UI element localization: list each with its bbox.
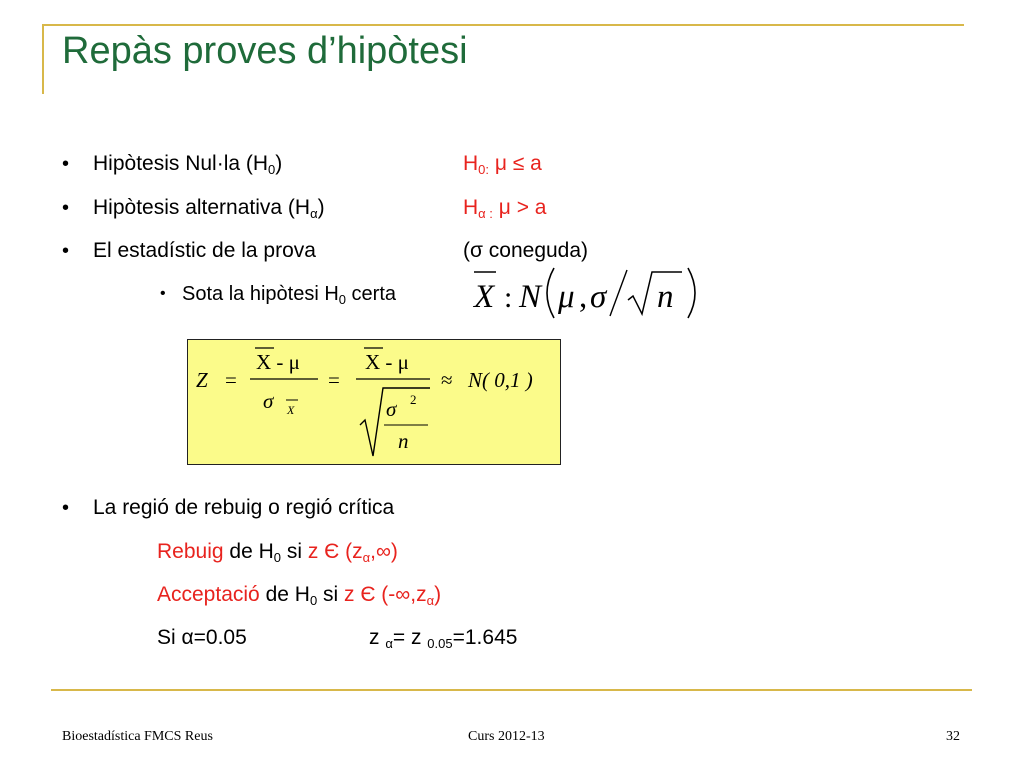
footer-divider (51, 689, 972, 691)
footer-year: Curs 2012-13 (468, 729, 545, 744)
equals-1: = (225, 368, 237, 392)
footer-course: Bioestadística FMCS Reus (62, 729, 213, 744)
n-denominator: n (398, 429, 409, 453)
alternative-hypothesis-formula: $H_{\alpha :}$ μ > a (463, 196, 547, 221)
numerator-1: X - μ (256, 350, 300, 374)
z-statistic-formula-box (187, 339, 561, 465)
alternative-hypothesis-label: Hipòtesis alternativa $(H_\alpha)$ (93, 196, 325, 221)
alpha-value: Si α=0.05 (157, 626, 247, 649)
xbar-subscript: X (287, 403, 295, 417)
under-h0-label: Sota la hipòtesi $H_0$ certa (182, 283, 397, 307)
mu-symbol: μ (558, 279, 575, 315)
left-frame-line (42, 24, 44, 94)
squared-superscript: 2 (410, 392, 417, 407)
sigma-denominator-2: σ (386, 397, 397, 421)
approx-symbol: ≈ (441, 368, 453, 392)
bullet-marker: • (62, 240, 70, 262)
sigma-symbol: σ (590, 279, 607, 315)
sub-bullet-marker: • (160, 285, 166, 302)
test-statistic-label: El estadístic de la prova (93, 239, 316, 262)
sigma-known-note: (σ coneguda) (463, 239, 589, 262)
critical-z-value: z $_\alpha$= z $_{0.05}$=1.645 (369, 626, 518, 651)
sigma-denominator-1: σ (263, 389, 274, 413)
standard-normal-result: N( 0,1 ) (468, 368, 533, 392)
equals-2: = (328, 368, 340, 392)
bullet-marker: • (62, 153, 70, 175)
xbar-symbol: X (474, 279, 495, 315)
comma-symbol: , (579, 279, 588, 315)
normal-symbol: N (519, 279, 542, 315)
n-symbol: n (657, 279, 674, 315)
top-frame-line (42, 24, 964, 26)
z-statistic-formula (188, 340, 560, 464)
rejection-rule: Rebuig de $H_0$ si z Є $(z_\alpha,\infty)$ (157, 540, 398, 565)
sampling-distribution-formula (462, 262, 712, 324)
null-hypothesis-formula: $H_{0:}$ μ ≤ a (463, 152, 542, 177)
numerator-2: X - μ (365, 350, 409, 374)
bullet-marker: • (62, 497, 70, 519)
acceptance-rule: Acceptació de $H_0$ si z Є $(-\infty,z_\alpha)$ (157, 583, 442, 608)
bullet-marker: • (62, 197, 70, 219)
page-number: 32 (946, 729, 960, 744)
critical-region-label: La regió de rebuig o regió crítica (93, 496, 395, 519)
z-symbol: Z (196, 368, 208, 392)
null-hypothesis-label: Hipòtesis Nul·la $(H_0)$ (93, 152, 283, 177)
colon-symbol: : (504, 281, 513, 314)
slide-title: Repàs proves d’hipòtesi (62, 30, 468, 72)
